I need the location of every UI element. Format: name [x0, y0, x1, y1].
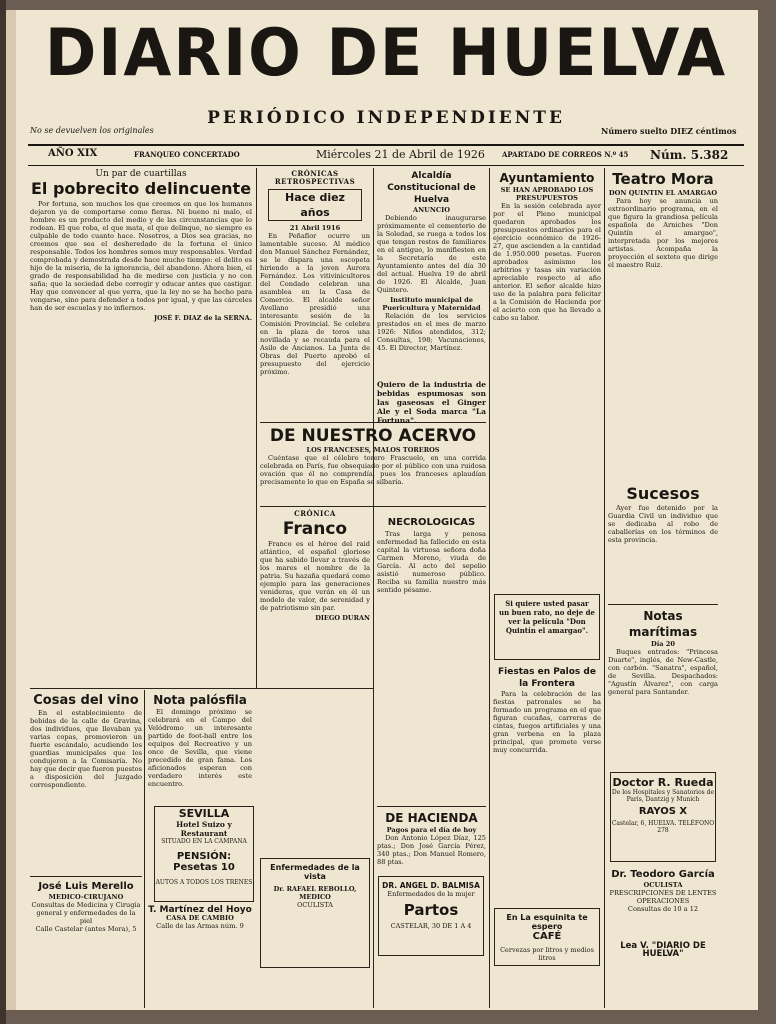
ad-garcia-services: PRESCRIPCIONES DE LENTES OPERACIONES [609, 889, 717, 905]
ad-rueda-address: Castelar, 6, HUELVA. TELÉFONO 278 [611, 820, 715, 834]
ad-fortuna [377, 380, 486, 425]
article-fiestas-palos [493, 666, 601, 906]
footer-lea-text: Lea V. "DIARIO DE HUELVA" [620, 941, 706, 959]
article-sub: SE HAN APROBADO LOS PRESUPUESTOS [500, 186, 594, 202]
article-body2: Relación de los servicios prestados en el mes de marzo 1926: Niños atendidos, 312; Consultas, 198; Vacunaciones, 45. El Director, Martínez. [377, 312, 486, 352]
column-divider [144, 690, 145, 1008]
dateline-rule [28, 165, 744, 166]
article-body: Cuéntase que el célebre torero Frascuelo, en una corrida celebrada en París, fue obsequiado por el público con una ruidosa ovación que él no comprendía, pues los franceses aplaudían precisamente lo que en España se silbaría. [260, 454, 486, 486]
article-kicker: Un par de cuartillas [95, 169, 187, 179]
column-divider [256, 168, 257, 688]
section-rule [260, 506, 486, 507]
article-signature: DIEGO DURAN [315, 614, 370, 622]
ad-merello-name: José Luis Merello [38, 881, 134, 892]
masthead-title: DIARIO DE HUELVA [44, 14, 728, 91]
article-body: Franco es el héroe del raid atlántico, el español glorioso que ha sabido llevar a través de los mares el nombre de la patria. Su hazaña quedará como ejemplo para las generaciones venideras, que verán en él un modelo de valor, de serenidad y de patriotismo sin par. [260, 540, 370, 612]
masthead-subtitle: PERIÓDICO INDEPENDIENTE [207, 108, 565, 128]
article-teatro-mora [608, 170, 718, 480]
article-sub: Día 20 [651, 640, 675, 648]
ad-suizo-price: PENSIÓN: Pesetas 10 [173, 851, 235, 873]
ad-doctor-garcia [608, 868, 718, 938]
ad-balmisa-name: DR. ANGEL D. BALMISA [382, 881, 480, 890]
article-pobrecito [30, 170, 252, 686]
article-notas-maritimas [608, 608, 718, 768]
ad-garcia-hours: Consultas de 10 a 12 [627, 905, 699, 913]
article-date: 21 Abril 1916 [289, 224, 341, 232]
ad-esquinita-line3: Cervezas por litros y medios litros [500, 946, 594, 962]
dateline-franqueo: FRANQUEO CONCERTADO [134, 150, 240, 159]
ad-balmisa-spec: Enfermedades de la mujer [387, 890, 475, 898]
ad-oculista-rebollo [260, 858, 370, 968]
ad-merello-services: Consultas de Medicina y Cirugía general y enfermedades de la piel [31, 901, 141, 925]
article-headline: Hace diez años [268, 189, 362, 221]
article-sub2: Instituto municipal de Puericultura y Maternidad [382, 296, 481, 312]
ad-rueda-hospitals: De los Hospitales y Sanatorios de París, Dantzig y Munich [611, 789, 715, 803]
ad-rueda-rayos: RAYOS X [638, 806, 688, 817]
article-body: El domingo próximo se celebrará en el Campo del Velódromo un interesante partido de foot-ball entre los equipos del Recreativo y un once de Sevilla, que viene precedido de gran fama. Los aficionados esperan con verdadero interés este encuentro. [148, 708, 252, 788]
article-headline: Alcaldía Constitucional de Huelva [387, 171, 476, 205]
article-kicker: CRÓNICA [294, 509, 336, 518]
article-headline: Cosas del vino [33, 693, 139, 708]
ad-suizo-city: SEVILLA [178, 807, 230, 820]
ad-la-esquinita [494, 908, 600, 966]
ad-martinez [148, 906, 252, 966]
article-body: Don Antonio López Díaz, 125 ptas.; Don José García Pérez, 340 ptas.; Don Manuel Romero, 88 ptas. [377, 834, 486, 866]
dateline-issue: Núm. 5.382 [650, 148, 729, 162]
article-headline: Teatro Mora [612, 170, 714, 188]
dateline-year: AÑO XIX [48, 148, 98, 159]
article-body: En la sesión celebrada ayer por el Pleno municipal quedaron aprobados los presupuestos ordinarios para el ejercicio económico de 1926-27, que ascienden a la cantidad de 1.950.000 pesetas. Fueron aprobados asimismo los arbitrios y tasas sin variación apreciable respecto al año anterior. El señor alcalde hizo uso de la palabra para felicitar a la Comisión de Hacienda por el acierto con que ha llevado a cabo su labor. [493, 202, 601, 322]
ad-merello-address: Calle Castelar (antes Mora), 5 [35, 925, 137, 933]
article-headline: DE HACIENDA [385, 811, 478, 825]
ad-balmisa-partos: Partos [403, 901, 459, 919]
ad-martinez-line: CASA DE CAMBIO [166, 914, 234, 922]
ad-fortuna-text: Quiero de la industria de bebidas espumosas son las gaseosas el Ginger Ale y el Soda marca "La Fortuna". [377, 380, 486, 425]
article-hacienda [377, 810, 486, 870]
article-sub: Pagos para el día de hoy [386, 826, 477, 834]
ad-rueda-name: Doctor R. Rueda [612, 776, 714, 789]
article-nota-palosfila [148, 692, 252, 802]
article-necrologicas [377, 516, 486, 806]
article-sub: DON QUINTIN EL AMARGAO [608, 189, 718, 197]
article-body: Buques entrados: "Princesa Duarte", inglés, de New-Castle, con carbón. "Sanatra", español, de Sevilla. Despachados: "Agustín Álvarez", con carga general para Santander. [608, 648, 718, 696]
ad-balmisa [378, 876, 484, 956]
article-headline: NECROLOGICAS [387, 517, 476, 528]
article-sub: LOS FRANCESES, MALOS TOREROS [306, 446, 440, 454]
newspaper-page [6, 10, 758, 1010]
section-rule [377, 806, 486, 807]
ad-merello-title: MEDICO-CIRUJANO [48, 893, 124, 901]
section-rule [30, 876, 142, 877]
ad-esquinita-cafe: CAFÉ [532, 931, 562, 942]
ad-rebollo-line2: Dr. RAFAEL REBOLLO, MEDICO [273, 885, 357, 901]
ad-suizo-location: SITUADO EN LA CAMPANA [161, 838, 247, 845]
article-ayuntamiento [493, 170, 601, 590]
article-headline: Franco [282, 519, 348, 539]
footer-lea-diario [608, 942, 718, 966]
column-divider [373, 168, 374, 1008]
ad-suizo-hotel: Hotel Suizo y Restaurant [176, 820, 232, 838]
article-body: Tras larga y penosa enfermedad ha fallecido en esta capital la virtuosa señora doña Carmen Moreno, viuda de García. Al acto del sepelio asistió numeroso público. Reciba su familia nuestro más sentido pésame. [377, 530, 486, 594]
ad-merello [30, 880, 142, 1000]
article-body: Ayer fue detenido por la Guardia Civil un individuo que se dedicaba al robo de caballerías en los términos de esta provincia. [608, 504, 718, 544]
ad-martinez-name: T. Martínez del Hoyo [148, 905, 252, 915]
ad-martinez-address: Calle de las Armas núm. 9 [156, 922, 244, 930]
article-alcaldia [377, 170, 486, 390]
article-kicker: CRÓNICAS RETROSPECTIVAS [274, 169, 356, 186]
article-headline: Fiestas en Palos de la Frontera [498, 667, 596, 689]
ad-hotel-suizo [154, 806, 254, 902]
ad-esquinita-line1: En La esquinita te espero [506, 913, 588, 931]
ad-rebollo-line1: Enfermedades de la vista [270, 863, 360, 881]
dateline [30, 148, 742, 164]
ad-suizo-autos: AUTOS A TODOS LOS TRENES [155, 879, 253, 886]
ad-rebollo-line3: OCULISTA [297, 901, 333, 909]
article-headline: DE NUESTRO ACERVO [269, 426, 477, 446]
article-body: Por fortuna, son muchos los que creemos en que los humanos dejaron ya de comportarse como fieras. Ni bueno ni malo, el hombre es un producto del medio y de las circunstancias que lo rodean. El que roba, el que mata, el que delinque, no siempre es culpable de todo cuanto hace. Nosotros, a Dios sea gracias, no creemos que sea el desheredado de la fortuna el único responsable. Todos los hombres somos muy responsables. Verdad comprobada y demostrada desde hace mucho tiempo: el delito es hijo de la miseria, de la ignorancia, del abandono. Ahora bien, el grado de responsabilidad ha de medirse con justicia y no con saña; que la sociedad debe corregir y educar antes que castigar. Hay que convencer al que yerra, que la ley no se ha hecho para vengarse, sino para defender a todos por igual, y que las cárceles han de ser escuelas y no infiernos. [30, 200, 252, 312]
column-divider [604, 168, 605, 1008]
column-divider [489, 168, 490, 1008]
top-rule [28, 144, 744, 146]
ad-balmisa-address: CASTELAR, 30 DE 1 A 4 [390, 922, 472, 930]
article-body: Debiendo inaugurarse próximamente el cementerio de la Soledad, se ruega a todos los que tengan restos de familiares en el antiguo, lo manifiesten en la Secretaría de este Ayuntamiento antes del día 30 del actual. Huelva 19 de abril de 1926. El Alcalde, Juan Quintero. [377, 214, 486, 294]
dateline-apartado: APARTADO DE CORREOS N.º 45 [502, 150, 629, 159]
section-rule [608, 604, 718, 605]
ad-don-quintin [494, 594, 600, 660]
dateline-date: Miércoles 21 de Abril de 1926 [316, 148, 485, 161]
ad-garcia-title: OCULISTA [643, 881, 683, 889]
ad-garcia-name: Dr. Teodoro García [611, 869, 715, 880]
ad-doctor-rueda [610, 772, 716, 862]
article-headline: Nota palósfila [153, 693, 247, 707]
article-sucesos [608, 484, 718, 600]
ad-don-quintin-text: Si quiere usted pasar un buen rato, no deje de ver la película "Don Quintín el amargao". [499, 599, 595, 635]
article-sub: ANUNCIO [413, 206, 450, 214]
article-cosas-vino [30, 692, 142, 872]
article-headline: El pobrecito delincuente [30, 179, 252, 198]
article-hace-diez [260, 170, 370, 420]
article-body: En el establecimiento de bebidas de la calle de Gravina, dos individuos, que llevaban ya varias copas, promovieron un fuerte escándalo, acudiendo los guardias municipales que los condujeron a la Comisaría. No hay que decir que fueron puestos a disposición del Juzgado correspondiente. [30, 709, 142, 789]
article-headline: Ayuntamiento [499, 171, 595, 185]
article-body: En Peñaflor ocurre un lamentable suceso. Al médico don Manuel Sánchez Fernández, se le dispara una escopeta hiriendo a la joven Aurora Fernández. Los vitivinicultores del Condado celebran una asamblea en la Casa de Comercio. El alcalde señor Avellano presidió una interesante sesión de la Comisión Provincial. Se celebra en la plaza de toros una novillada y se recauda para el Asilo de Ancianos. La Junta de Obras del Puerto aprobó el presupuesto del ejercicio próximo. [260, 232, 370, 376]
masthead-motto: No se devuelven los originales [30, 126, 154, 135]
article-acervo [260, 426, 486, 502]
article-body: Para la celebración de las fiestas patronales se ha formado un programa en el que figuran cucañas, carreras de cintas, fuegos artificiales y una gran verbena en la plaza principal, que promete verse muy concurrida. [493, 690, 601, 754]
masthead-price: Número suelto DIEZ céntimos [601, 126, 737, 136]
article-headline: Notas marítimas [628, 609, 698, 639]
article-headline: Sucesos [626, 484, 700, 503]
article-signature: JOSÉ F. DIAZ de la SERNA. [153, 314, 252, 322]
article-body: Para hoy se anuncia un extraordinario programa, en el que figura la grandiosa película española de Arniches "Don Quintín el amargao", interpretada por los mejores artistas. Acompaña la proyección el sexteto que dirige el maestro Ruiz. [608, 197, 718, 269]
article-franco [260, 510, 370, 850]
